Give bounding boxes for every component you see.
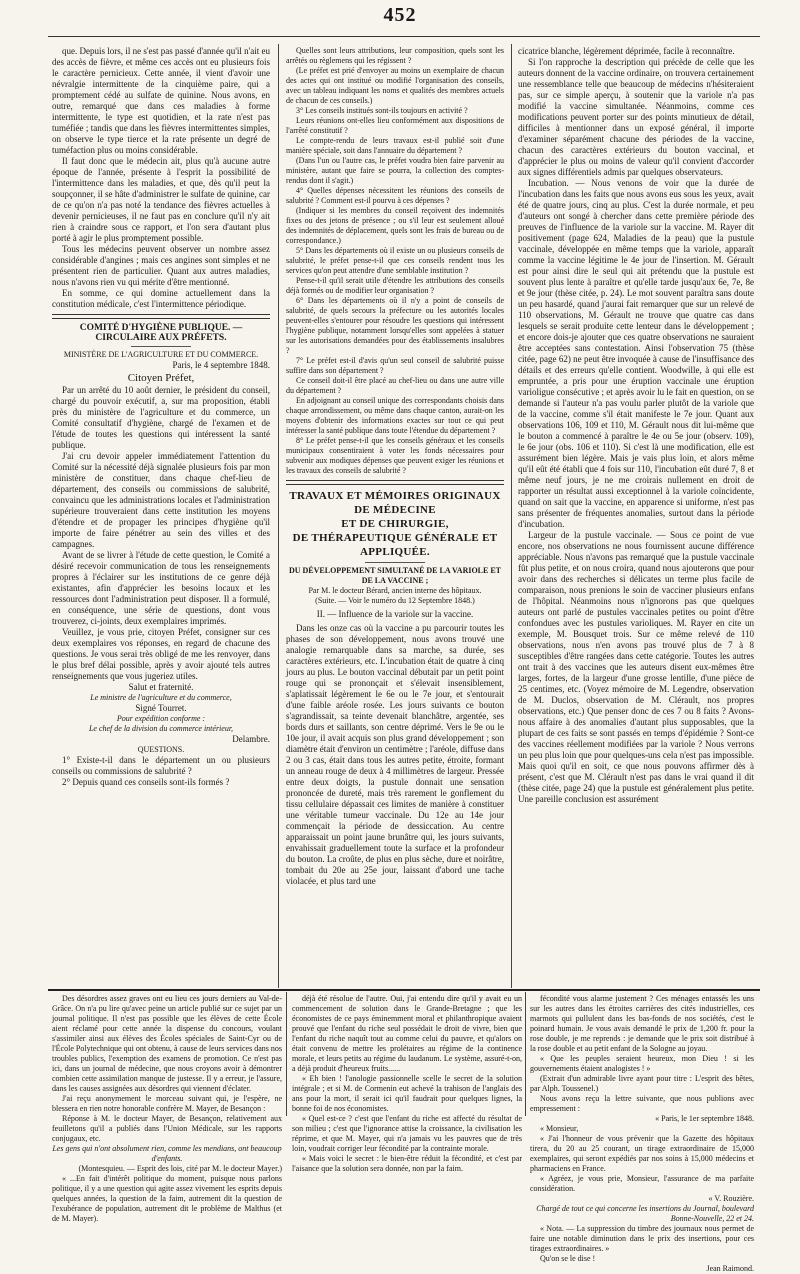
paragraph: J'ai cru devoir appeler immédiatement l'attention du Comité sur la nécessité déjà signalée plusieurs fois par mon ministère de constituer, dans chaque chef-lieu de département, des conseils ou commissions de salubrité, convaincu que les administrations locales et l'administration supérieure trouveraient dans cette institution les moyens d'étendre et de propager les principes d'hygiène qu'il importe de faire pénétrer au sein des villes et des campagnes. xyxy=(52,451,270,549)
feuilleton-column-2 xyxy=(292,994,522,1173)
paragraph: « Nota. — La suppression du timbre des journaux nous permet de faire une notable diminution dans le prix des insertions, pour ces tirages extraordinaires. » xyxy=(530,1224,754,1253)
paragraph: En somme, ce qui domine actuellement dans la constitution médicale, c'est l'intermittence périodique. xyxy=(52,288,270,309)
salutation: Citoyen Préfet, xyxy=(127,372,195,384)
article-author: Par M. le docteur Bérard, ancien interne des hôpitaux. xyxy=(308,586,482,595)
section-title: DE THÉRAPEUTIQUE GÉNÉRALE ET APPLIQUÉE. xyxy=(292,532,498,558)
paragraph: déjà été résolue de l'autre. Oui, j'ai entendu dire qu'il y avait eu un commencement de solution dans le Grande-Bretagne ; que les économistes de ce pays éminemment moral et philanthropique avaient prouvé que l'enfant du riche seul possédait le droit de vivre, bien que l'enfant du riche naquît tout au comme celui du pauvre, et qu'alors on était convenu de mettre les prolétaires au régime de la continence morale, et leurs petits au régime du laudanum. Le système, assuré-t-on, a déjà produit d'heureux fruits...... xyxy=(292,994,522,1073)
question: 7° Le préfet est-il d'avis qu'un seul conseil de salubrité puisse suffire dans son département ? xyxy=(286,356,504,375)
article-section: II. — Influence de la variole sur la vaccine. xyxy=(316,609,474,619)
paragraph: cicatrice blanche, légèrement déprimée, facile à reconnaître. xyxy=(518,46,735,56)
paragraph: « Eh bien ! l'anologie passionnelle scelle le secret de la solution intégrale ; et si M. de Cormenin eut achevé la trahison de l'anglais des ans pour la mort, il serait ici qu'il faudrait pour quelques lignes, la bonne foi de nos économistes. xyxy=(292,1074,522,1113)
question: (Dans l'un ou l'autre cas, le préfet voudra bien faire parvenir au ministère, autant que faire se pourra, la collection des comptes-rendus dont il s'agit.) xyxy=(286,156,504,185)
paragraph: que. Depuis lors, il ne s'est pas passé d'année qu'il n'ait eu des accès de fièvre, et même ces accès ont eu plusieurs fois le caractère pernicieux. Cette année, il vient d'avoir une névralgie intermittente de la cinquième paire, qui a promptement cédé au sulfate de quinine. Nous avons, en outre, remarqué que dans ces maladies à forme intermittente, le type est quotidien, et la rate n'est pas tuméfiée ; tandis que dans les fièvres intermittentes simples, on observe le type tierce et la rate présente un degré de tuméfaction plus ou moins considérable. xyxy=(52,46,270,155)
signature-name: Signé Tourret. xyxy=(135,703,187,713)
section-divider xyxy=(52,314,270,319)
paragraph: Il faut donc que le médecin ait, plus qu'à aucune autre époque de l'année, présente à l'esprit la possibilité de l'intermittence dans les maladies, et que, dès qu'il peut la soupçonner, il se hâte d'administrer le sulfate de quinine, car de ce qu'on n'a pas noté la tendance des fièvres actuelles à devenir pernicieuses, il ne faut pas en conclure qu'il n'y ait rien à craindre sous ce rapport, et l'on sera d'autant plus porté à agir le plus promptement possible. xyxy=(52,156,270,243)
paragraph: Largeur de la pustule vaccinale. — Sous ce point de vue encore, nos observations ne nous fournissent aucune différence appréciable. Nous n'avons pas remarqué que la pustule vaccinale fût plus petite, et on nous croira, quand nous ajouterons que pour avoir dans des recherches si délicates un terme plus facile de comparaison, nous prenions le soin de vacciner plusieurs enfans de l'hôpital. Néanmoins nous n'ignorons pas que quelques auteurs ont parlé de pustules vaccinales petites ou point d'être confondues avec les pustules varioliques. M. Rayer en cite un exemple, M. Bousquet trois. Sur ce même relevé de 110 observations, nous n'en avons pas trouvé plus de 7 à 8 susceptibles d'être rangées dans cette catégorie. Toutes les autres ont trait à des vaccines que les auteurs disent eux-mêmes être larges, fortes, de la largeur d'une grosse lentille, d'une pièce de 25 centimes, etc. (Voyez mémoire de M. Legendre, observation de M. Duclos, observation de M. Clérault, nos propres observations, etc.) Que penser donc de ces 7 ou 8 faits ? Avons-nous affaire à des anomalies d'autant plus supposables, que la plupart de ces faits se sont passés en temps d'épidémie ? Sont-ce des vaccines réellement modifiées par la variole ? Nous verrons un peu plus loin que pour quelques-uns cela n'est pas impossible. Mais quoi qu'il en soit, ce que nous pouvons affirmer dès à présent, c'est que M. Clérault n'est pas dans le vrai quand il dit (thèse citée, page 24) que la pustule est généralement plus petite. Une pareille conclusion est assurément xyxy=(518,530,754,804)
signature-title: Le chef de la division du commerce intérieur, xyxy=(88,724,234,733)
paragraph: « Agréez, je vous prie, Monsieur, l'assurance de ma parfaite considération. xyxy=(530,1174,754,1193)
question: Leurs réunions ont-elles lieu conformément aux dispositions de l'arrêté constitutif ? xyxy=(286,116,504,135)
question: 6° Dans les départements où il n'y a point de conseils de salubrité, de quels secours la préfecture ou les autorités locales peuvent-elles s'entourer pour résoudre les questions qui intéressent l'hygiène publique, notamment lorsqu'elles sont appelées à statuer sur les autorisations demandées pour des établissements insalubres ? xyxy=(286,296,504,355)
feuilleton-column-1 xyxy=(52,994,282,1223)
paragraph: Réponse à M. le docteur Mayer, de Besançon, relativement aux feuilletons qu'il a publiés dans l'Union Médicale, sur les rapports conjugaux, etc. xyxy=(52,1114,282,1143)
letter-date: « Paris, le 1er septembre 1848. xyxy=(655,1114,754,1123)
epigraph: Les gens qui n'ont absolument rien, comme les mendians, ont beaucoup d'enfants. xyxy=(52,1144,282,1163)
column-1 xyxy=(52,46,270,986)
signature-name: « V. Rouzière. xyxy=(708,1194,754,1203)
closing: Qu'on se le dise ! xyxy=(540,1254,596,1263)
signature-note: Pour expédition conforme : xyxy=(116,714,206,723)
closing: Salut et fraternité. xyxy=(128,682,194,692)
paragraph: « Mais voici le secret : le bien-être réduit la fécondité, et c'est par l'aisance que la solution sera donnée, non par la faim. xyxy=(292,1154,522,1173)
question: (Le préfet est prié d'envoyer au moins un exemplaire de chacun des actes qui ont institué ou modifié l'organisation des conseils, avec un tableau indiquant les noms et qualités des membres actuels de chacun de ces conseils.) xyxy=(286,66,504,105)
question: 1° Existe-t-il dans le département un ou plusieurs conseils ou commissions de salubrité ? xyxy=(52,755,270,776)
paragraph: Des désordres assez graves ont eu lieu ces jours derniers au Val-de-Grâce. On n'a pu lire qu'avec peine un article publié sur ce sujet par un journal politique. Il n'est pas possible que les élèves de cette École aient réclamé pour cette année la dispense du concours, voulant s'assimiler ainsi aux élèves des Écoles spéciales de Saint-Cyr ou de l'École Polytechnique qui ont obtenu, à cause de leurs services dans nos troubles publics, l'exemption des examens de promotion. Ce n'est pas ici, dans un journal de médecine, que nous croyons avoir à démontrer combien cette assimilation manque de justesse. Il y a erreur, je l'assure, dans les causes assignées aux désordres qui viennent d'éclater. xyxy=(52,994,282,1093)
question: (Indiquer si les membres du conseil reçoivent des indemnités fixes ou des jetons de présence ; ou s'il leur est seulement alloué des indemnités de déplacement, quels sont les frais de bureau ou de correspondance.) xyxy=(286,206,504,245)
paragraph: « Monsieur, xyxy=(540,1124,579,1133)
question: En adjoignant au conseil unique des correspondants choisis dans chaque arrondissement, ou même dans chaque canton, aurait-on les moyens d'obtenir des informations exactes sur tout ce qui peut intéresser la santé publique dans toute l'étendue du département ? xyxy=(286,396,504,435)
article-title: DU DÉVELOPPEMENT SIMULTANÉ DE LA VARIOLE ET DE LA VACCINE ; xyxy=(288,566,502,585)
question: Pense-t-il qu'il serait utile d'étendre les attributions des conseils déjà formés ou de modifier leur organisation ? xyxy=(286,276,504,295)
page-divider xyxy=(48,989,760,991)
short-rule xyxy=(365,562,425,563)
signature-title: Le ministre de l'agriculture et du commerce, xyxy=(90,693,232,702)
paragraph: « Que les peuples seraient heureux, mon Dieu ! si les gouvernements étaient analogistes ! » xyxy=(530,1054,754,1073)
questions-heading: QUESTIONS. xyxy=(137,745,185,754)
question: 4° Quelles dépenses nécessitent les réunions des conseils de salubrité ? Comment est-il pourvu à ces dépenses ? xyxy=(286,186,504,205)
signature-name: Delambre. xyxy=(232,734,270,744)
column-rule xyxy=(525,992,526,1116)
question: 5° Dans les départements où il existe un ou plusieurs conseils de salubrité, le préfet pense-t-il que ces conseils rendent tous les services qu'on peut attendre d'une semblable institution ? xyxy=(286,246,504,275)
paragraph: Nous avons reçu la lettre suivante, que nous publions avec empressement : xyxy=(530,1094,754,1113)
letter-date: Paris, le 4 septembre 1848. xyxy=(172,360,270,370)
page-number: 452 xyxy=(383,4,417,26)
column-rule xyxy=(278,44,279,988)
question: Quelles sont leurs attributions, leur composition, quels sont les arrêtés ou règlemens qui les régissent ? xyxy=(286,46,504,65)
paragraph: Dans les onze cas où la vaccine a pu parcourir toutes les phases de son développement, nous avons trouvé une analogie remarquable dans sa marche, sa durée, ses caractères extérieurs, etc. L'incubation était de quatre à cinq jours au plus. Le bouton vaccinal débutait par un petit point rouge qui se prononçait et s'élevait insensiblement, s'aplatissait légèrement le 6e ou le 7e jour, et s'entourait d'une faible aréole rosée. Les jours suivants ce bouton s'agrandissait, sa teinte devenait blanchâtre, argentée, ses bords durs et saillants, son centre déprimé. Vers le 9e ou le 10e jour, il avait acquis son plus grand développement ; son diamètre était d'environ un centimètre ; l'aréole, diffuse dans 2 ou 3 cas, était dans tous les autres petite, étroite, formant un anneau rouge de deux à 4 millimètres de largeur. Pressée entre deux doigts, la pustule donnait une sensation prononcée de dureté, mais très rarement le gonflement du tissu cellulaire dépassait ces limites de manière à constituer une véritable tumeur vaccinale. Du 12e au 14e jour commençait la période de dessiccation. Au centre apparaissait un point jaune brunâtre qui, les jours suivants, envahissait graduellement toute la surface et la profondeur du bouton. La croûte, de plus en plus sèche, dure et noirâtre, tombait du 20e au 25e jour, laissant d'abord une tache violacée, et plus tard une xyxy=(286,623,504,886)
header-rule xyxy=(48,36,760,37)
paragraph: Avant de se livrer à l'étude de cette question, le Comité a désiré recevoir communication de tous les renseignements propres à l'éclairer sur les institutions de ce genre déjà existantes, afin d'apprécier les besoins locaux et les ressources dont l'administration peut disposer. Il a formulé, en conséquence, une série de questions, dont vous trouverez, ci-joints, deux exemplaires imprimés. xyxy=(52,550,270,626)
question: 8° Le préfet pense-t-il que les conseils généraux et les conseils municipaux consentiraient à voter les fonds nécessaires pour subvenir aux modiques dépenses que peuvent exiger les réunions et les travaux des conseils de salubrité ? xyxy=(286,436,504,475)
column-2 xyxy=(286,46,504,986)
signature-title: Chargé de tout ce qui concerne les insertions du Journal, boulevard Bonne-Nouvelle, 22 et 24. xyxy=(536,1204,754,1223)
feuilleton-column-3 xyxy=(530,994,754,1273)
section-title: TRAVAUX ET MÉMOIRES ORIGINAUX DE MÉDECINE xyxy=(289,490,501,516)
question: Le compte-rendu de leurs travaux est-il publié soit d'une manière spéciale, soit dans l'annuaire du département ? xyxy=(286,136,504,155)
question: 3° Les conseils institués sont-ils toujours en activité ? xyxy=(296,106,468,115)
paragraph: Par un arrêté du 10 août dernier, le président du conseil, chargé du pouvoir exécutif, a, sur ma proposition, établi près du ministère de l'agriculture et du commerce, un Comité consultatif d'hygiène, chargé de l'examen et de l'étude de toutes les questions qui intéressent la santé publique. xyxy=(52,385,270,450)
section-divider xyxy=(286,480,504,485)
epigraph-source: (Montesquieu. — Esprit des lois, cité par M. le docteur Mayer.) xyxy=(78,1164,282,1173)
paragraph: Tous les médecins peuvent observer un nombre assez considérable d'angines ; mais ces angines sont simples et ne présentent rien de particulier. Quant aux autres maladies, nous n'avons rien vu qui mérite d'être mentionné. xyxy=(52,244,270,287)
paragraph: « J'ai l'honneur de vous prévenir que la Gazette des hôpitaux tirera, du 20 au 25 courant, un tirage extraordinaire de 15,000 exemplaires, qui seront expédiés par nos soins à 15,000 médecins et pharmaciens en France. xyxy=(530,1134,754,1173)
column-rule xyxy=(511,44,512,988)
paragraph: (Extrait d'un admirable livre ayant pour titre : L'esprit des bêtes, par Alph. Toussenel.) xyxy=(530,1074,754,1093)
paragraph: fécondité vous alarme justement ? Ces ménages entassés les uns sur les autres dans les étroites carrières des cités industrielles, ces marmots qui pullulent dans les bas-fonds de nos sociétés, c'est le poinard humain. Je vous avais demandé le prix de 1,200 fr. pour la rose double, je me reprends : je demande que le prix soit distribué à la rose double et au petit enfant de la Sologne au joyau. xyxy=(530,994,754,1053)
column-3 xyxy=(518,46,754,986)
question: 2° Depuis quand ces conseils sont-ils formés ? xyxy=(62,777,230,787)
ministry-heading: MINISTÈRE DE L'AGRICULTURE ET DU COMMERCE. xyxy=(63,350,259,359)
section-heading: COMITÉ D'HYGIÈNE PUBLIQUE. — CIRCULAIRE AUX PRÉFETS. xyxy=(79,323,243,343)
paragraph: « Quel est-ce ? c'est que l'enfant du riche est affecté du résultat de son milieu ; c'est que l'ignorance attise la croissance, la civilisation les réprime, et que M. Mayer, qui n'a jamais vu les pauvres que de très loin, voudrait corriger leur fécondité par la contrainte morale. xyxy=(292,1114,522,1153)
paragraph: Veuillez, je vous prie, citoyen Préfet, consigner sur ces deux exemplaires vos réponses, en regard de chacune des questions. Je vous serai très obligé de me les renvoyer, dans le plus bref délai possible, après y avoir ajouté tels autres renseignements que vous jugeriez utiles. xyxy=(52,627,270,681)
article-note: (Suite. — Voir le numéro du 12 Septembre 1848.) xyxy=(315,596,475,605)
paragraph: « ...En fait d'intérêt politique du moment, puisque nous parlons politique, il y a une question qui agite assez vivement les esprits depuis quelques années, la question de la faim, autrement dit la question de l'exubérance de population, autrement dit le problème de Malthus (et de M. Mayer). xyxy=(52,1174,282,1223)
question: Ce conseil doit-il être placé au chef-lieu ou dans une autre ville du département ? xyxy=(286,376,504,395)
paragraph: J'ai reçu anonymement le morceau suivant qui, je l'espère, ne blessera en rien notre honorable confrère M. Mayer, de Besançon : xyxy=(52,1094,282,1113)
short-rule xyxy=(131,346,191,347)
paragraph: Si l'on rapproche la description qui précède de celle que les auteurs donnent de la vaccine ordinaire, on trouvera certainement une ressemblance telle que beaucoup de médecins n'hésiteraient pas, sur ce simple aperçu, à soutenir que la variole n'a pas modifié la vaccine simultanée. Néanmoins, comme ces modifications peuvent porter sur des points minutieux de détail, difficiles à mentionner dans un exposé général, il importe d'examiner séparément chacune des périodes de la vaccine, chacun des caractères extérieurs du bouton vaccinal, et d'apprécier le plus ou moins de valeur qu'il convient d'accorder aux signes différentiels admis par quelques observateurs. xyxy=(518,57,754,177)
section-title: ET DE CHIRURGIE, xyxy=(341,518,449,530)
paragraph: Incubation. — Nous venons de voir que la durée de l'incubation dans les faits que nous avons eus sous les yeux, avait été de quatre jours, cinq au plus. C'est la durée normale, et peu d'auteurs ont songé à chercher dans cette première période des preuves de l'influence de la variole sur la vaccine. M. Rayer dit positivement (page 624, Maladies de la peau) que la pustule vaccinale, développée en même temps que la variole, apparaît comme la vaccine légitime le 4e jour de l'insertion. M. Gérault est pour ainsi dire le seul qui ait prétendu que la pustule est souvent plus lente à paraître et qu'elle tarde jusqu'aux 6e, 7e, 8e et 9e jour (thèse citée, p. 24). Le mot souvent paraîtra sans doute un peu hasardé, quand j'aurai fait remarquer que sur un relevé de 110 observations, M. Gérault ne trouve que quatre cas dans lesquels se serait produite cette lenteur dans le développement ; et encore dois-je ajouter que ces quatre observations ne sauraient être acceptées sans contestation. Ainsi l'observation 75 (thèse citée, page 62) ne peut être invoquée à cause de l'insuffisance des détails et des erreurs qu'elle contient. Woodwille, à qui elle est empruntée, a pris pour une éruption vaccinale une éruption varioligue consécutive ; et après avoir lu le fait en question, on se demande si l'auteur n'a pas voulu parler plutôt de la variole que de la vaccine, comme s'il était manifeste le 7e jour. Quant aux observations 106, 109 et 110, M. Gérault nous dit lui-même que le bouton a commencé à paraître le 4e ou 5e jour (observ. 109), le 6e jour (obs. 106 et 110). Si c'est là une modification, elle est assurément bien légère. Mais je vais plus loin, et alors même qu'il eût été établi que 4 fois sur 110, l'incubation eût duré 7, 8 et même neuf jours, je ne me croirais nullement en droit de rapporter un résultat aussi exceptionnel à la variole coïncidente, quand on sait que la vaccine, en apparence si uniforme, n'est pas sans présenter de fréquentes anomalies, surtout dans la période d'incubation. xyxy=(518,178,754,529)
column-rule xyxy=(286,992,287,1116)
author-name: Jean Raimond. xyxy=(706,1264,754,1273)
